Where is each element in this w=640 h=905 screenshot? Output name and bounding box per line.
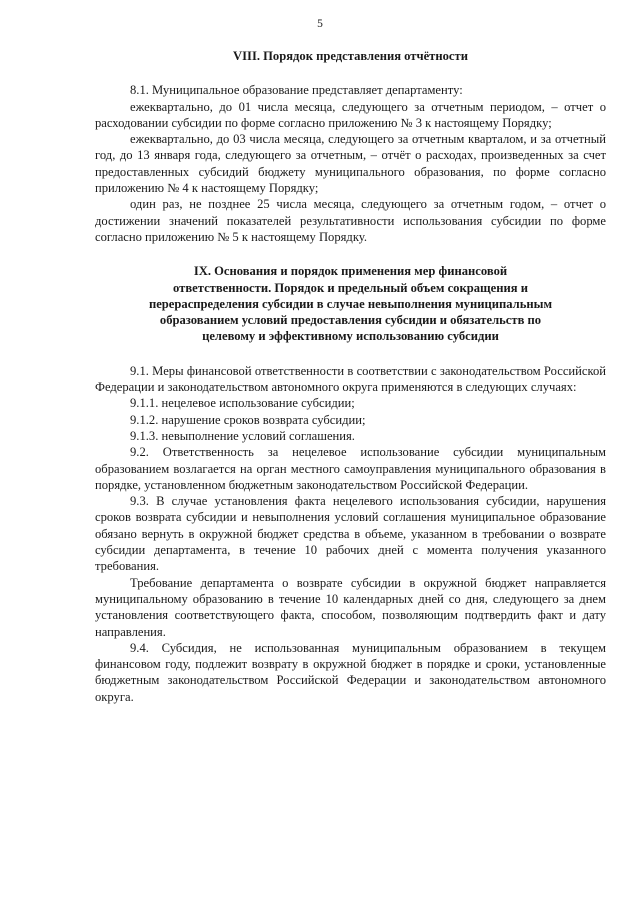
paragraph-9-3: 9.3. В случае установления факта нецелевого использования субсидии, нарушения сроков возврата субсидии и невыполнения условий соглашения муниципальное образование обязано вернуть в окружной бюджет средства в объеме, указанном в требовании о возврате субсидии департамента, в течение 10 рабочих дней с момента получения указанного требования.: [95, 494, 606, 574]
paragraph-8-1: 8.1. Муниципальное образование представляет департаменту:: [130, 83, 463, 98]
paragraph-8-1-quarterly-expenditure: ежеквартально, до 01 числа месяца, следующего за отчетным периодом, – отчет о расходовании субсидии по форме согласно приложению № 3 к настоящему Порядку;: [95, 99, 606, 130]
page-number: 5: [317, 18, 323, 30]
section-9-title-line: целевому и эффективному использованию субсидии: [202, 329, 499, 344]
paragraph-8-1-quarterly-expenses: ежеквартально, до 03 числа месяца, следующего за отчетным кварталом, и за отчетный год, до 13 января года, следующего за отчетным, – отчёт о расходах, произведенных за счет предоставленных субсидий бюджету муниципального образования, по форме согласно приложению № 4 к настоящему Порядку;: [95, 132, 606, 196]
paragraph-9-1-2: 9.1.2. нарушение сроков возврата субсидии;: [130, 412, 366, 427]
section-8-title: VIII. Порядок представления отчётности: [233, 49, 468, 63]
paragraph-9-4: 9.4. Субсидия, не использованная муниципальным образованием в текущем финансовом году, подлежит возврату в окружной бюджет в порядке и сроки, установленные бюджетным законодательством Российской Федерации и законодательством автономного округа.: [95, 640, 606, 704]
section-9-title: [95, 263, 606, 344]
paragraph-8-1-annual: один раз, не позднее 25 числа месяца, следующего за отчетным годом, – отчет о достижении значений показателей результативности использования субсидии по форме согласно приложению № 5 к настоящему Порядку.: [95, 197, 606, 244]
paragraph-9-1: 9.1. Меры финансовой ответственности в соответствии с законодательством Российской Федерации и законодательством автономного округа применяются в следующих случаях:: [95, 363, 606, 395]
paragraph-9-1-3: 9.1.3. невыполнение условий соглашения.: [130, 428, 355, 443]
section-9-title-line: ответственности. Порядок и предельный объем сокращения и: [173, 280, 528, 295]
document-body: [95, 48, 606, 705]
section-9-title-line: образованием условий предоставления субсидии и обязательств по: [159, 313, 542, 328]
paragraph-9-1-1: 9.1.1. нецелевое использование субсидии;: [130, 396, 355, 411]
paragraph-9-3-requirement: Требование департамента о возврате субсидии в окружной бюджет направляется муниципальному образованию в течение 10 календарных дней со дня, следующего за днем установления соответствующего факта, способом, позволяющим подтвердить факт и дату направления.: [95, 575, 606, 639]
paragraph-9-2: 9.2. Ответственность за нецелевое использование субсидии муниципальным образованием возлагается на орган местного самоуправления муниципального образования в порядке, установленном бюджетным законодательством Российской Федерации.: [95, 445, 606, 492]
section-9-title-line: IX. Основания и порядок применения мер финансовой: [193, 264, 508, 279]
section-9-title-line: перераспределения субсидии в случае невыполнения муниципальным: [148, 296, 553, 311]
